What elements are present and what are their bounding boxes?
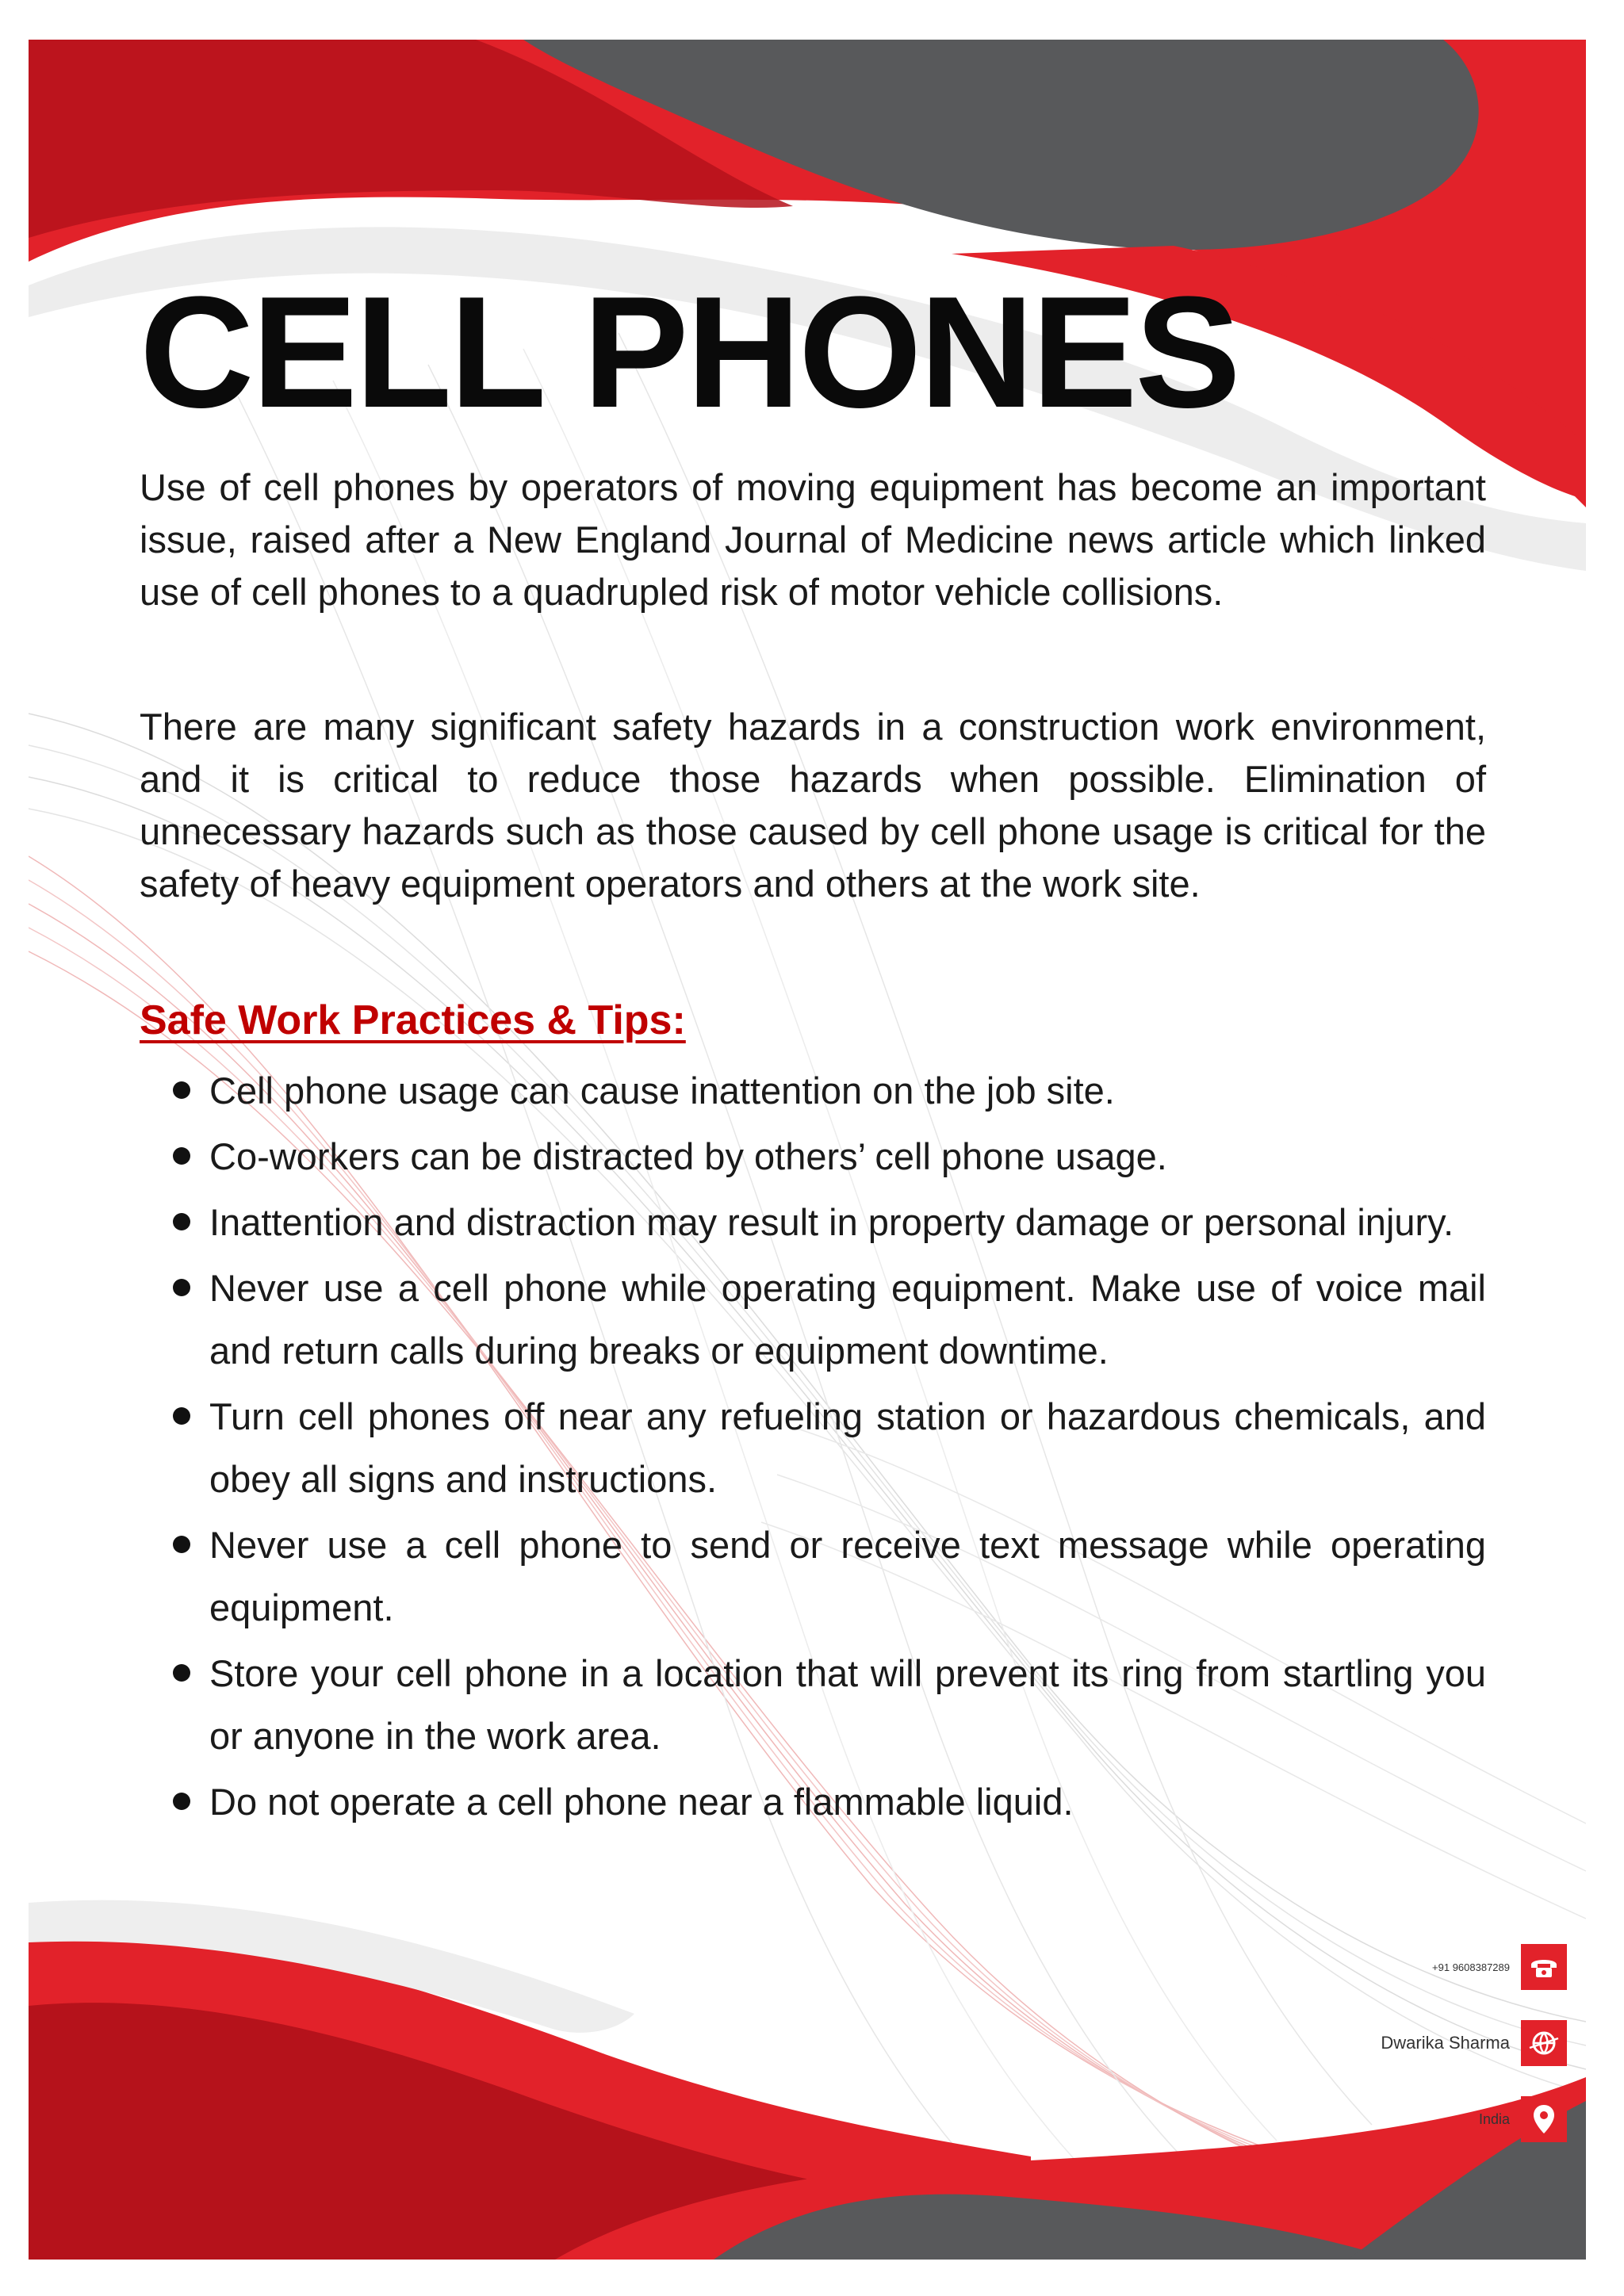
bullet-icon — [173, 1407, 190, 1425]
list-item — [168, 1385, 1486, 1510]
tip-text: Never use a cell phone to send or receive text message while operating equipment. — [209, 1524, 1486, 1628]
phone-icon — [1521, 1944, 1567, 1990]
tip-text: Store your cell phone in a location that will prevent its ring from startling you or anyone in the work area. — [209, 1652, 1486, 1757]
page-title: CELL PHONES — [140, 264, 1239, 441]
phone-number: +91 9608387289 — [1432, 1961, 1510, 1973]
contact-location — [1170, 2095, 1567, 2144]
contact-phone — [1170, 1942, 1567, 1992]
list-item — [168, 1770, 1486, 1833]
tips-list — [168, 1059, 1486, 1836]
tip-text: Never use a cell phone while operating equipment. Make use of voice mail and return calls during breaks or equipment downtime. — [209, 1267, 1486, 1372]
contact-name — [1170, 2019, 1567, 2068]
tip-text: Cell phone usage can cause inattention on the job site. — [209, 1070, 1115, 1112]
location-pin-icon — [1521, 2096, 1567, 2142]
list-item — [168, 1642, 1486, 1767]
bullet-icon — [173, 1213, 190, 1230]
section-heading: Safe Work Practices & Tips: — [140, 997, 686, 1043]
web-icon — [1521, 2020, 1567, 2066]
bullet-icon — [173, 1147, 190, 1165]
list-item — [168, 1191, 1486, 1253]
bullet-icon — [173, 1081, 190, 1099]
tip-text: Turn cell phones off near any refueling station or hazardous chemicals, and obey all signs and instructions. — [209, 1395, 1486, 1500]
hazards-paragraph: There are many significant safety hazards in a construction work environment, and it is critical to reduce those hazards when possible. Elimination of unnecessary hazards such as those caused by cell phone usage is critical for the safety of heavy equipment operators and others at the work site. — [140, 706, 1486, 905]
list-item — [168, 1257, 1486, 1382]
bullet-icon — [173, 1793, 190, 1810]
location-text: India — [1478, 2110, 1510, 2127]
tip-text: Co-workers can be distracted by others’ cell phone usage. — [209, 1135, 1167, 1177]
list-item — [168, 1513, 1486, 1639]
list-item — [168, 1059, 1486, 1122]
bullet-icon — [173, 1536, 190, 1553]
tip-text: Do not operate a cell phone near a flammable liquid. — [209, 1781, 1074, 1823]
intro-paragraph: Use of cell phones by operators of moving equipment has become an important issue, raised after a New England Journal of Medicine news article which linked use of cell phones to a quadrupled risk of motor vehicle collisions. — [140, 466, 1486, 613]
tip-text: Inattention and distraction may result in property damage or personal injury. — [209, 1201, 1454, 1243]
list-item — [168, 1125, 1486, 1188]
bullet-icon — [173, 1279, 190, 1296]
contact-block — [1170, 1942, 1567, 2171]
contact-person: Dwarika Sharma — [1381, 2033, 1510, 2053]
bullet-icon — [173, 1664, 190, 1682]
